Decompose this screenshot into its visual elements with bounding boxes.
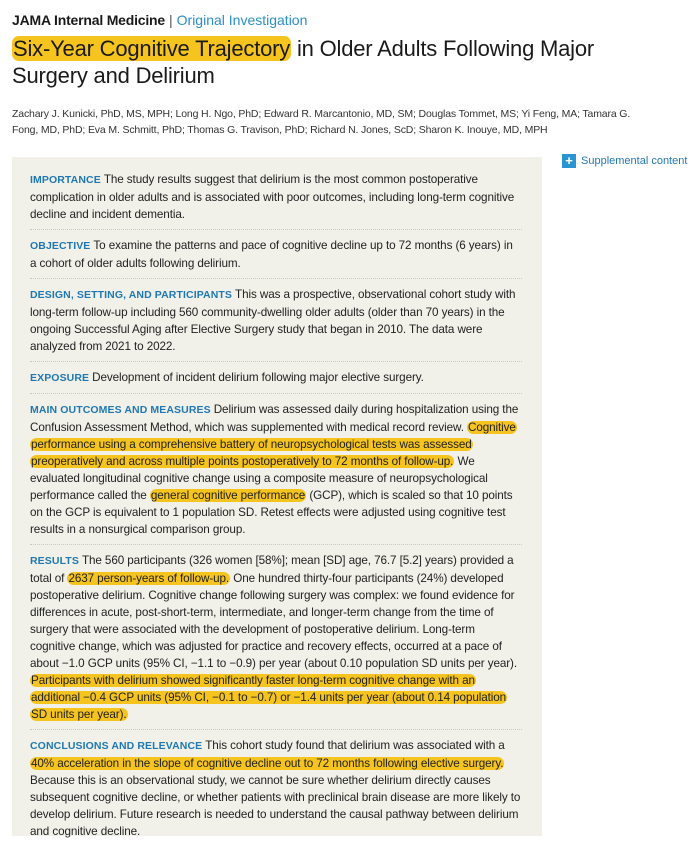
abstract-results	[30, 552, 522, 730]
journal-name[interactable]: JAMA Internal Medicine	[12, 12, 165, 28]
results-text-1: The 560 participants (326 women [58%]; mean [SD] age, 76.7 [5.2] years) provided a total of	[30, 554, 514, 585]
abstract-objective	[30, 237, 522, 279]
objective-text: To examine the patterns and pace of cognitive decline up to 72 months (6 years) in a cohort of older adults following delirium.	[30, 239, 513, 270]
results-text-2: One hundred thirty-four participants (24%) developed postoperative delirium. Cognitive change following surgery was complex: we found evidence for differences in acute, post-short-term, intermediate, and longer-term change from the time of surgery that were associated with the development of postoperative delirium. Long-term cognitive change, which was adjusted for practice and recovery effects, occurred at a pace of about −1.0 GCP units (95% CI, −1.1 to −0.9) per year (about 0.10 population SD units per year).	[30, 572, 517, 670]
outcomes-text-2: We evaluated longitudinal cognitive change using a composite measure of neuropsychological performance called the	[30, 455, 488, 502]
article-type-link[interactable]: Original Investigation	[176, 12, 308, 28]
outcomes-text-1: Delirium was assessed daily during hospitalization using the Confusion Assessment Method, which was supplemented with medical record review.	[30, 403, 519, 434]
abstract-importance	[30, 171, 522, 230]
author-list: Zachary J. Kunicki, PhD, MS, MPH; Long H. Ngo, PhD; Edward R. Marcantonio, MD, SM; Douglas Tommet, MS; Yi Feng, MA; Tamara G. Fong, MD, PhD; Eva M. Schmitt, PhD; Thomas G. Travison, PhD; Richard N. Jones, ScD; Sharon K. Inouye, MD, MPH	[12, 108, 631, 136]
supplemental-content-label[interactable]: Supplemental content	[581, 155, 688, 167]
design-text: This was a prospective, observational cohort study with long-term follow-up including 560 community-dwelling older adults (older than 70 years) in the ongoing Successful Aging after Elective Surgery study that began in 2010. The data were analyzed from 2021 to 2022.	[30, 288, 516, 353]
title-rest: in Older Adults Following Major Surgery and Delirium	[12, 36, 595, 88]
plus-icon[interactable]: +	[562, 154, 576, 168]
article-title	[12, 35, 612, 89]
outcomes-highlight-1: Cognitive performance using a comprehensive battery of neuropsychological tests was assessed preoperatively and across multiple points postoperatively to 72 months of follow-up.	[31, 421, 516, 468]
outcomes-label: MAIN OUTCOMES AND MEASURES	[30, 404, 211, 416]
abstract-box	[12, 157, 542, 836]
design-label: DESIGN, SETTING, AND PARTICIPANTS	[30, 289, 233, 301]
exposure-label: EXPOSURE	[30, 372, 90, 384]
results-highlight-1: 2637 person-years of follow-up.	[68, 572, 230, 585]
outcomes-text-3: (GCP), which is scaled so that 10 points on the GCP is equivalent to 1 population SD. Retest effects were adjusted using cognitive test results in a nonsurgical comparison group.	[30, 489, 513, 536]
abstract-design	[30, 286, 522, 362]
supplemental-content-link[interactable]	[562, 154, 687, 168]
outcomes-highlight-2: general cognitive performance	[150, 489, 306, 502]
title-highlight: Six-Year Cognitive Trajectory	[13, 36, 291, 61]
conclusions-text-1: This cohort study found that delirium was associated with a	[205, 739, 505, 752]
abstract-outcomes	[30, 401, 522, 545]
importance-text: The study results suggest that delirium is the most common postoperative complication in older adults and is associated with poor outcomes, including long-term cognitive decline and incident dementia.	[30, 173, 515, 221]
abstract-exposure	[30, 369, 522, 394]
conclusions-text-2: Because this is an observational study, we cannot be sure whether delirium directly causes subsequent cognitive decline, or whether patients with preclinical brain disease are more likely to develop delirium. Future research is needed to understand the causal pathway between delirium and cognitive decline.	[30, 774, 521, 838]
abstract-conclusions	[30, 737, 522, 846]
masthead-separator: |	[169, 12, 173, 28]
results-highlight-2: Participants with delirium showed significantly faster long-term cognitive change with an additional −0.4 GCP units (95% CI, −0.1 to −0.7) or −1.4 units per year (about 0.14 population SD units per year).	[31, 674, 507, 721]
results-label: RESULTS	[30, 555, 79, 567]
conclusions-highlight-1: 40% acceleration in the slope of cognitive decline out to 72 months following elective surgery.	[31, 757, 504, 770]
masthead	[12, 11, 307, 29]
exposure-text: Development of incident delirium following major elective surgery.	[92, 371, 424, 384]
importance-label: IMPORTANCE	[30, 174, 101, 186]
conclusions-label: CONCLUSIONS AND RELEVANCE	[30, 740, 203, 752]
objective-label: OBJECTIVE	[30, 240, 91, 252]
